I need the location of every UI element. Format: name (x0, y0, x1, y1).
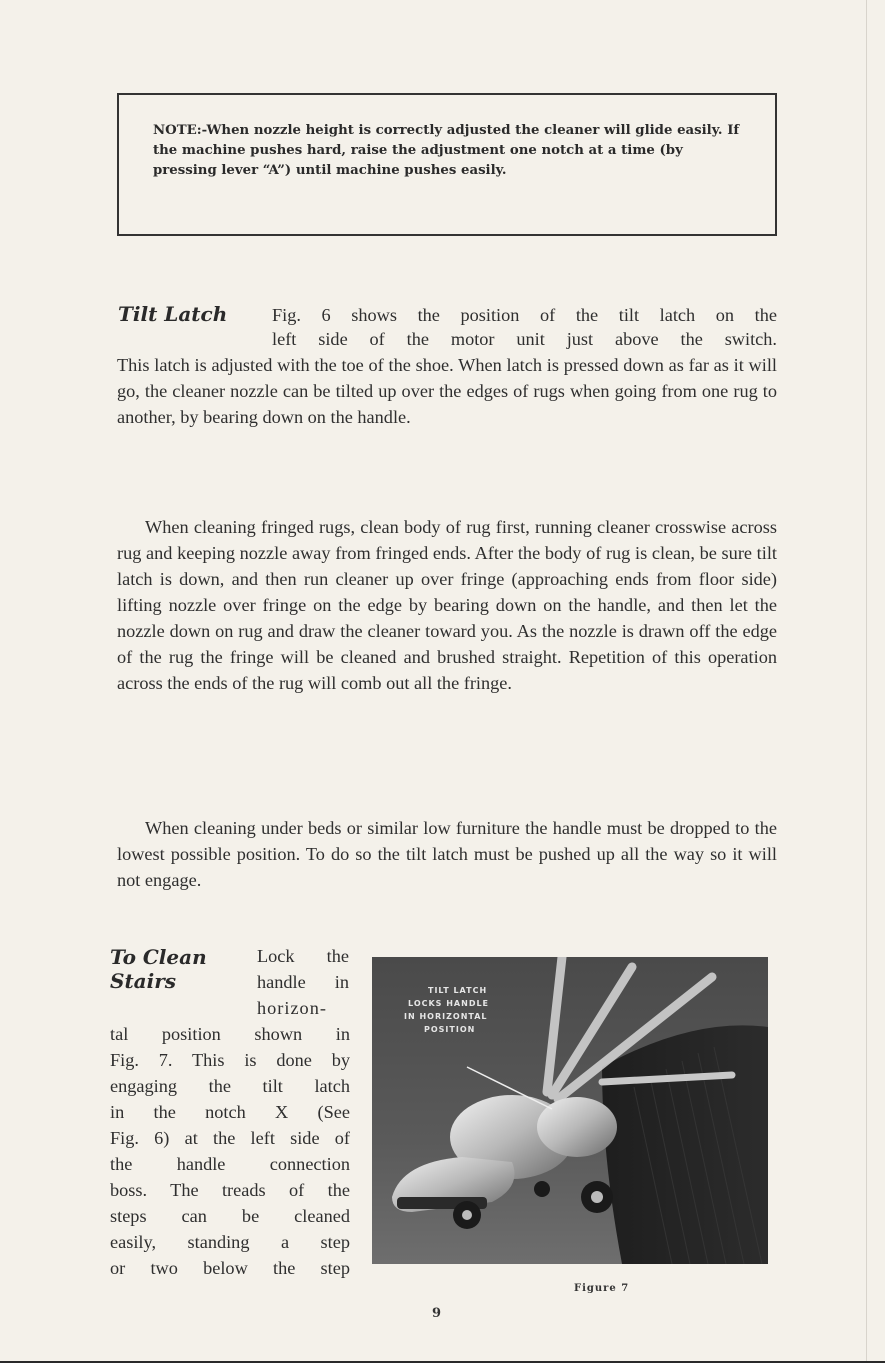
stairs-side-line: handle in (257, 972, 349, 992)
stairs-body-line: engaging the tilt latch (110, 1076, 350, 1096)
figure-label-line: LOCKS HANDLE (408, 999, 490, 1008)
fringed-rugs-paragraph: When cleaning fringed rugs, clean body of rug first, running cleaner crosswise across rug and keeping nozzle away from fringed ends. After the body of rug is clean, be sure tilt latch is down, and then run cleaner up over fringe (approaching ends from floor side) lifting nozzle over fringe on the edge by bearing down on the handle, and then let the nozzle down on rug and draw the cleaner toward you. As the nozzle is drawn off the edge of the rug the fringe will be cleaned and brushed straight. Repetition of this operation across the ends of the rug will comb out all the fringe. (117, 517, 777, 693)
figure-7-photo (372, 957, 768, 1264)
page-edge-shadow (866, 0, 867, 1363)
stairs-body-line: Fig. 6) at the left side of (110, 1128, 350, 1148)
stairs-side-lines (257, 943, 349, 1021)
figure-label-line: TILT LATCH (428, 986, 488, 995)
stairs-body-line: Fig. 7. This is done by (110, 1050, 350, 1070)
tilt-latch-line1: Fig. 6 shows the position of the tilt latch on the (272, 305, 777, 325)
stairs-body-line: boss. The treads of the (110, 1180, 350, 1200)
stairs-body-line: tal position shown in (110, 1024, 350, 1044)
stairs-body-lines (110, 1021, 350, 1281)
stairs-body-line: steps can be cleaned (110, 1206, 350, 1226)
figure-label-line: IN HORIZONTAL (404, 1012, 488, 1021)
stairs-body-line: or two below the step (110, 1258, 350, 1278)
stairs-body-line: in the notch X (See (110, 1102, 350, 1122)
page-number: 9 (432, 1306, 442, 1321)
tilt-latch-heading: Tilt Latch (118, 302, 228, 326)
note-box (117, 93, 777, 236)
stairs-body-line: the handle connection (110, 1154, 350, 1174)
stairs-heading: To Clean Stairs (110, 945, 207, 993)
note-text: NOTE:-When nozzle height is correctly adjusted the cleaner will glide easily. If the machine pushes hard, raise the adjustment one notch at a time (by pressing lever “A”) until machine pushes easily. (153, 123, 740, 178)
stairs-side-line: Lock the (257, 946, 349, 966)
vacuum-cleaner-illustration (372, 957, 768, 1264)
figure-caption: Figure 7 (574, 1283, 630, 1294)
low-furniture-paragraph: When cleaning under beds or similar low furniture the handle must be dropped to the lowest possible position. To do so the tilt latch must be pushed up all the way so it will not engage. (117, 818, 777, 890)
tilt-latch-paragraph: This latch is adjusted with the toe of the shoe. When latch is pressed down as far as it will go, the cleaner nozzle can be tilted up over the edges of rugs when going from one rug to another, by bearing down on the handle. (117, 355, 777, 427)
tilt-latch-line2: left side of the motor unit just above the switch. (272, 329, 777, 349)
stairs-side-line: horizon- (257, 998, 327, 1018)
figure-label-line: POSITION (424, 1025, 476, 1034)
stairs-body-line: easily, standing a step (110, 1232, 350, 1252)
